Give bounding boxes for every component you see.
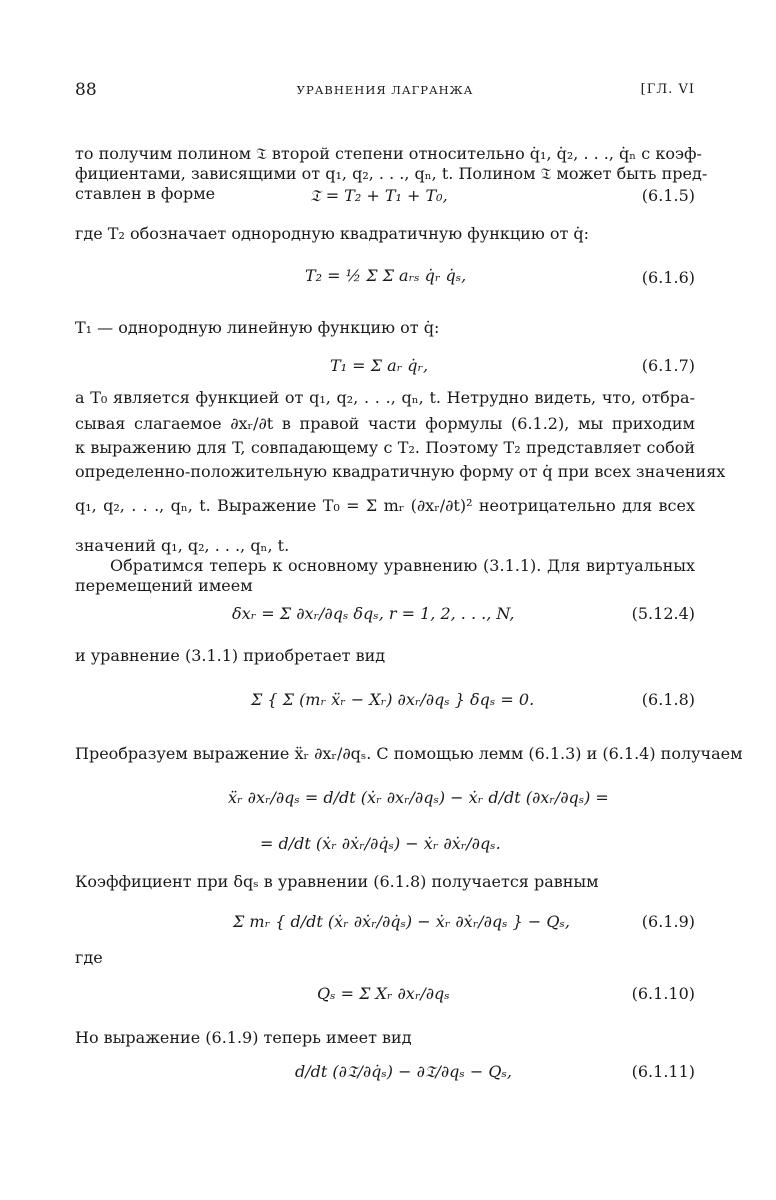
equation-label: (6.1.11) xyxy=(631,1062,695,1081)
equation-label: (5.12.4) xyxy=(631,604,695,623)
text-line: T₁ — однородную линейную функцию от q̇: xyxy=(75,318,440,337)
text-line: Обратимся теперь к основному уравнению (3.1.1). Для виртуальных xyxy=(110,556,695,575)
equation-6-1-9 xyxy=(75,900,695,946)
text-line: а T₀ является функцией от q₁, q₂, . . ., qₙ, t. Нетрудно видеть, что, отбра- xyxy=(75,388,695,407)
equation-6-1-8 xyxy=(75,680,695,724)
page-number: 88 xyxy=(75,80,97,100)
text-line: Преобразуем выражение ẍᵣ ∂xᵣ/∂qₛ. С помощью лемм (6.1.3) и (6.1.4) получаем xyxy=(75,744,743,763)
text-line: к выражению для T, совпадающему с T₂. Поэтому T₂ представляет собой xyxy=(75,438,695,457)
equation-6-1-7 xyxy=(75,350,695,386)
text-line: фициентами, зависящими от q₁, q₂, . . ., qₙ, t. Полином 𝔗 может быть пред- xyxy=(75,164,708,183)
equation-body: T₁ = Σ aᵣ q̇ᵣ, xyxy=(330,356,429,375)
equation-6-1-11 xyxy=(75,1054,695,1094)
text-line: где T₂ обозначает однородную квадратичную функцию от q̇: xyxy=(75,224,590,243)
running-title: УРАВНЕНИЯ ЛАГРАНЖА xyxy=(296,83,474,97)
text-line: то получим полином 𝔗 второй степени относительно q̇₁, q̇₂, . . ., q̇ₙ с коэф- xyxy=(75,144,702,163)
equation-label: (6.1.6) xyxy=(641,268,695,287)
equation-label: (6.1.5) xyxy=(641,186,695,205)
equation-body: = d/dt (ẋᵣ ∂ẋᵣ/∂q̇ₛ) − ẋᵣ ∂ẋᵣ/∂qₛ. xyxy=(260,834,501,853)
equation-label: (6.1.8) xyxy=(641,690,695,709)
equation-body: ẍᵣ ∂xᵣ/∂qₛ = d/dt (ẋᵣ ∂xᵣ/∂qₛ) − ẋᵣ d/dt (∂xᵣ/∂qₛ) = xyxy=(228,788,609,807)
equation-5-12-4 xyxy=(75,598,695,638)
equation-lemma-step-1 xyxy=(75,782,695,818)
equation-body: Qₛ = Σ Xᵣ ∂xᵣ/∂qₛ xyxy=(317,984,450,1003)
text-line: значений q₁, q₂, . . ., qₙ, t. xyxy=(75,536,290,555)
equation-body: Σ mᵣ { d/dt (ẋᵣ ∂ẋᵣ/∂q̇ₛ) − ẋᵣ ∂ẋᵣ/∂qₛ } − Qₛ, xyxy=(233,912,570,931)
equation-body: d/dt (∂𝔗/∂q̇ₛ) − ∂𝔗/∂qₛ − Qₛ, xyxy=(295,1062,512,1081)
page-header xyxy=(75,80,695,104)
equation-6-1-6 xyxy=(75,262,695,302)
equation-body: T₂ = ½ Σ Σ aᵣₛ q̇ᵣ q̇ₛ, xyxy=(305,266,467,285)
text-line: перемещений имеем xyxy=(75,576,253,595)
text-line: где xyxy=(75,948,103,967)
equation-lemma-step-2 xyxy=(75,826,695,866)
equation-body: 𝔗 = T₂ + T₁ + T₀, xyxy=(310,186,448,205)
equation-body: δxᵣ = Σ ∂xᵣ/∂qₛ δqₛ, r = 1, 2, . . ., N, xyxy=(232,604,515,623)
chapter-label: [ГЛ. VI xyxy=(640,82,695,97)
text-line: Коэффициент при δqₛ в уравнении (6.1.8) получается равным xyxy=(75,872,599,891)
text-line: сывая слагаемое ∂xᵣ/∂t в правой части формулы (6.1.2), мы приходим xyxy=(75,414,695,433)
equation-body: Σ { Σ (mᵣ ẍᵣ − Xᵣ) ∂xᵣ/∂qₛ } δqₛ = 0. xyxy=(251,690,535,709)
equation-6-1-5 xyxy=(75,186,695,212)
equation-label: (6.1.10) xyxy=(631,984,695,1003)
text-line: определенно-положительную квадратичную форму от q̇ при всех значениях xyxy=(75,462,726,481)
text-line: и уравнение (3.1.1) приобретает вид xyxy=(75,646,386,665)
equation-label: (6.1.9) xyxy=(641,912,695,931)
text-line: q₁, q₂, . . ., qₙ, t. Выражение T₀ = Σ mᵣ (∂xᵣ/∂t)² неотрицательно для всех xyxy=(75,496,695,515)
text-line: ставлен в форме xyxy=(75,184,216,203)
equation-label: (6.1.7) xyxy=(641,356,695,375)
equation-6-1-10 xyxy=(75,970,695,1016)
text-line: Но выражение (6.1.9) теперь имеет вид xyxy=(75,1028,412,1047)
